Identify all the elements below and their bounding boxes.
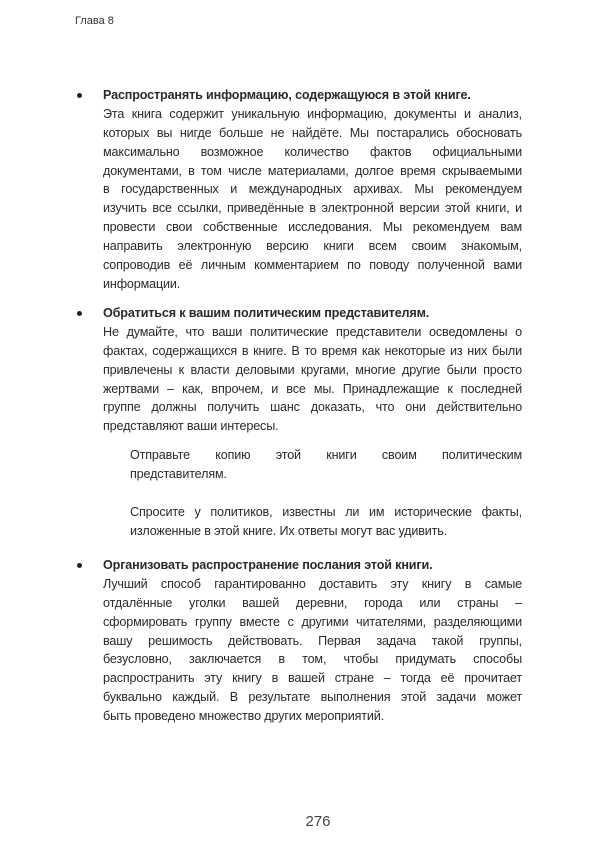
bullet-section-spread-info <box>103 86 522 294</box>
bullet-icon <box>77 93 82 98</box>
bullet-icon <box>77 311 82 316</box>
bullet-section-organize <box>103 556 522 726</box>
paragraph-line: сформировать группу вместе с другими читателями, разделяющими <box>103 614 522 629</box>
paragraph-line: Не думайте, что ваши политические представители осведомлены о <box>103 324 522 339</box>
paragraph-line: Спросите у политиков, известны ли им исторические факты, <box>130 505 522 519</box>
paragraph-line: документами, в том числе материалами, долгое время скрываемыми <box>103 163 522 178</box>
sub-paragraph-ask-politicians <box>130 503 522 541</box>
paragraph-line: быть проведено множество других мероприятий. <box>103 709 385 724</box>
paragraph-line: вашу решимость действовать. Первая задача такой группы, <box>103 633 522 648</box>
chapter-header: Глава 8 <box>75 15 114 27</box>
section-heading: Распространять информацию, содержащуюся в этой книге. <box>103 88 471 102</box>
paragraph-line: изучить все ссылки, приведённые в электронной версии этой книги, и <box>103 201 522 216</box>
paragraph-line: информации. <box>103 276 181 291</box>
paragraph-line: максимально возможное количество фактов официальными <box>103 144 522 159</box>
paragraph-line: представляют ваши интересы. <box>103 419 279 434</box>
paragraph-line: Отправьте копию этой книги своим политическим <box>130 448 522 462</box>
paragraph-line: в государственных и международных архивах. Мы рекомендуем <box>103 182 522 197</box>
bullet-icon <box>77 563 82 568</box>
paragraph-line: Эта книга содержит уникальную информацию, документы и анализ, <box>103 106 522 121</box>
paragraph-line: отдалённые уголки вашей деревни, города или страны – <box>103 595 522 610</box>
paragraph-line: направить электронную версию книги всем своим знакомым, <box>103 239 522 254</box>
paragraph-line: группе должны получить шанс доказать, что они действительно <box>103 400 522 415</box>
paragraph-line: Лучший способ гарантированно доставить эту книгу в самые <box>103 576 522 591</box>
paragraph-line: буквально каждый. В результате выполнения этой задачи может <box>103 690 522 705</box>
paragraph-line: жертвами – как, впрочем, и все мы. Принадлежащие к последней <box>103 381 522 396</box>
paragraph-line: безусловно, заключается в том, чтобы придумать способы <box>103 652 522 667</box>
paragraph-line: привлечены к власти деловыми кругами, многие другие были просто <box>103 362 522 377</box>
page-number: 276 <box>305 813 331 830</box>
paragraph-line: изложенные в этой книге. Их ответы могут вас удивить. <box>130 523 448 538</box>
section-heading: Обратиться к вашим политическим представителям. <box>103 306 430 320</box>
paragraph-line: которых вы нигде больше не найдёте. Мы постарались обосновать <box>103 125 522 140</box>
paragraph-line: распространить эту книгу в вашей стране – тогда её прочитает <box>103 671 522 686</box>
paragraph-line: сопроводив её личным комментарием по поводу полученной вами <box>103 258 522 273</box>
paragraph-line: представителям. <box>130 466 227 481</box>
paragraph-line: фактах, содержащихся в книге. В то время как некоторые из них были <box>103 343 522 358</box>
section-heading: Организовать распространение послания этой книги. <box>103 558 433 572</box>
bullet-section-politicians <box>103 304 522 436</box>
sub-paragraph-send-copy <box>130 446 522 484</box>
paragraph-line: провести свои собственные исследования. Мы рекомендуем вам <box>103 220 522 235</box>
